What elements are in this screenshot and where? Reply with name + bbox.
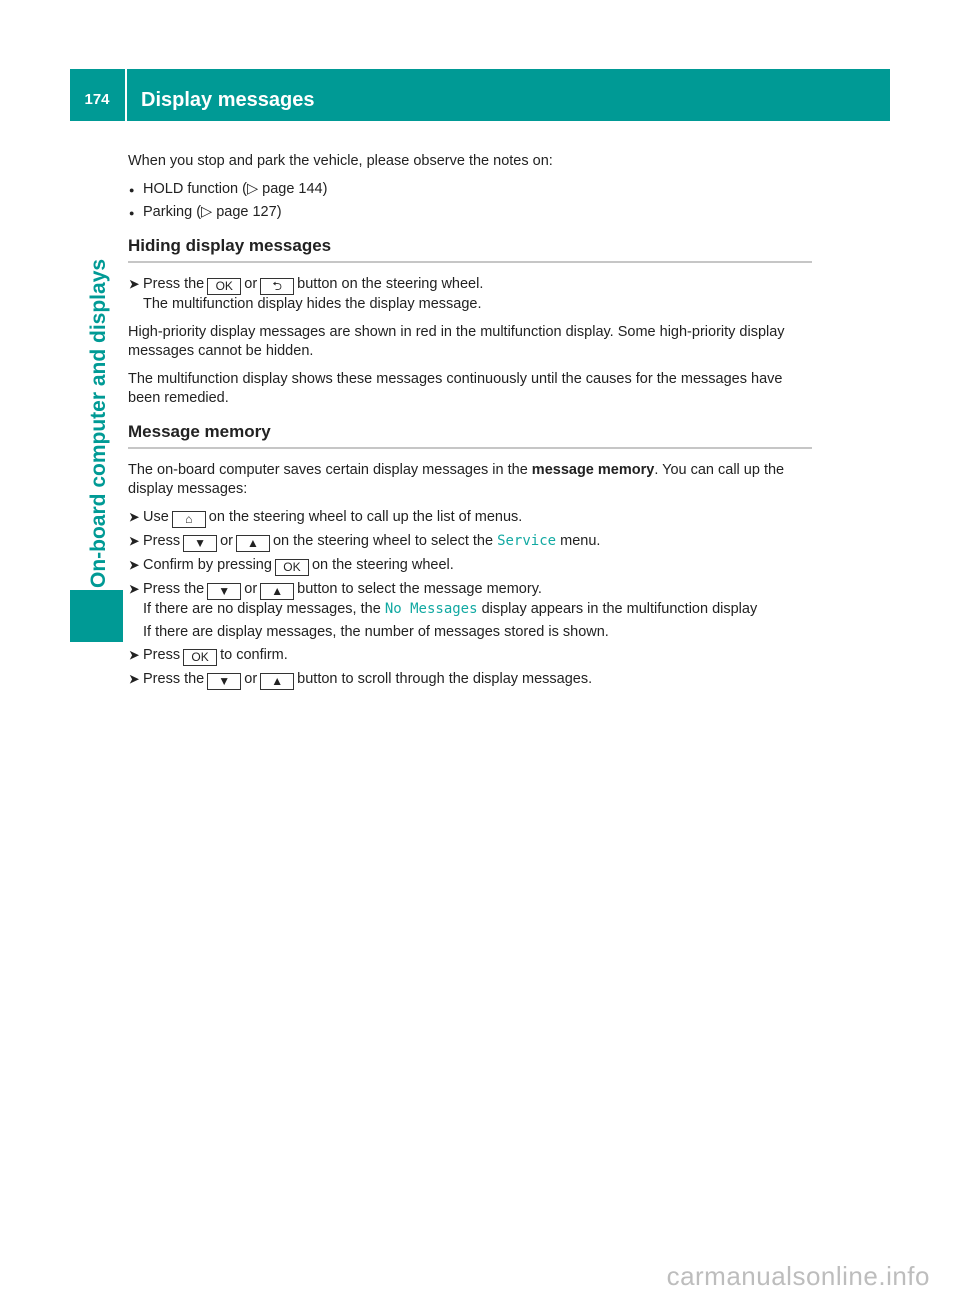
up-key-icon: ▲ [260, 673, 294, 690]
step-arrow-icon: ➤ [129, 558, 140, 572]
side-tab-marker [70, 590, 123, 642]
step-item: ➤ Press the ▼ or ▲ button to scroll through the display messages. [129, 671, 593, 688]
list-item: ● HOLD function (▷ page 144) [128, 180, 812, 199]
intro-bullets [128, 180, 812, 222]
step-item: ➤ Press OK to confirm. [129, 647, 288, 664]
step-item: ➤ Press ▼ or ▲ on the steering wheel to select the Service menu. [129, 533, 601, 550]
step-arrow-icon: ➤ [129, 277, 140, 291]
step-arrow-icon: ➤ [129, 648, 140, 662]
ok-key-icon: OK [183, 649, 217, 666]
section-heading-memory: Message memory [128, 422, 812, 449]
step-arrow-icon: ➤ [129, 672, 140, 686]
paragraph: The multifunction display shows these messages continuously until the causes for the messages have been remedied. [128, 371, 783, 406]
step-item: ➤ Press the OK or ⮌ button on the steering wheel. The multifunction display hides the display message. [128, 275, 812, 314]
list-item: ● Parking (▷ page 127) [128, 203, 812, 222]
service-menu-label: Service [497, 533, 557, 549]
step-arrow-icon: ➤ [129, 510, 140, 524]
ok-key-icon: OK [275, 559, 309, 576]
down-key-icon: ▼ [183, 535, 217, 552]
intro-text: When you stop and park the vehicle, please observe the notes on: [128, 153, 553, 169]
page-title: Display messages [141, 89, 315, 111]
page-reference-link[interactable]: ▷ page 144 [246, 181, 323, 197]
up-key-icon: ▲ [260, 583, 294, 600]
side-tab-label: On-board computer and displays [87, 258, 110, 588]
header-divider [125, 69, 127, 121]
down-key-icon: ▼ [207, 583, 241, 600]
page-reference-link[interactable]: ▷ page 127 [201, 204, 277, 220]
page-number: 174 [84, 91, 110, 108]
watermark: carmanualsonline.info [666, 1261, 930, 1291]
step-item: ➤ Press the ▼ or ▲ button to select the message memory. If there are no display messages, the No Messages display appears in the multifunction display If there are display messages, the number of messages stored is shown. [128, 580, 812, 642]
step-result: If there are no display messages, the No Messages display appears in the multifunction display [143, 601, 758, 617]
step-item: ➤ Confirm by pressing OK on the steering wheel. [129, 557, 454, 574]
hiding-steps [128, 275, 812, 314]
step-arrow-icon: ➤ [129, 582, 140, 596]
step-result: If there are display messages, the number of messages stored is shown. [143, 624, 609, 640]
step-item: ➤ Use ⌂ on the steering wheel to call up the list of menus. [129, 509, 523, 526]
down-key-icon: ▼ [207, 673, 241, 690]
memory-intro: The on-board computer saves certain display messages in the message memory. You can call up the display messages: [128, 462, 785, 497]
paragraph: High-priority display messages are shown in red in the multifunction display. Some high-priority display messages cannot be hidden. [128, 324, 785, 359]
up-key-icon: ▲ [236, 535, 270, 552]
ok-key-icon: OK [207, 278, 241, 295]
back-key-icon: ⮌ [260, 278, 294, 295]
step-arrow-icon: ➤ [129, 534, 140, 548]
step-result: The multifunction display hides the display message. [143, 296, 482, 312]
page-content [128, 152, 812, 699]
no-messages-label: No Messages [384, 601, 478, 617]
memory-steps [128, 508, 812, 690]
home-key-icon: ⌂ [172, 511, 206, 528]
section-heading-hiding: Hiding display messages [128, 236, 812, 263]
